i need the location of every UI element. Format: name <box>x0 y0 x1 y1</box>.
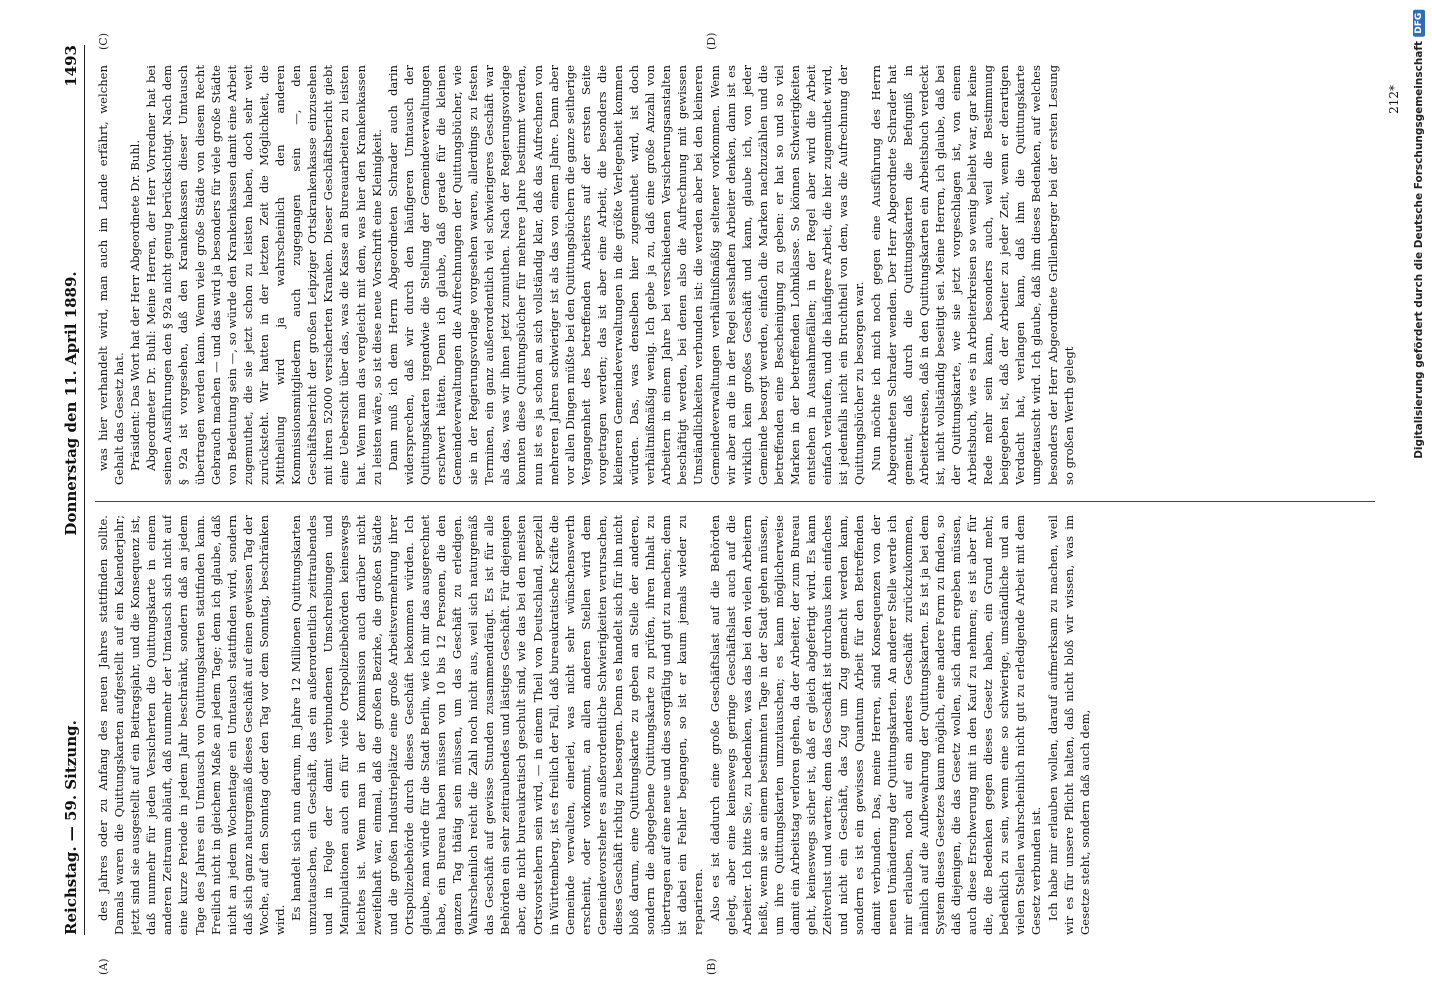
right-paragraph: was hier verhandelt wird, man auch im Lande erfährt, welchen Gehalt das Gesetz hat. <box>96 65 127 485</box>
left-paragraph: des Jahres oder zu Anfang des neuen Jahres stattfinden sollte. Damals waren die Quittungskarten aufgestellt auf ein Kalenderjahr; jetzt sind sie ausgestellt auf ein Beitragsjahr, und die Konsequenz ist, daß nunmehr für jeden Versicherten die Quittungskarte in einem anderen Zeitraum abläuft, daß nunmehr der Umtausch sich nicht auf eine kurze Periode in jedem Jahr beschränkt, sondern daß an jedem Tage des Jahres ein Umtausch von Quittungskarten stattfinden kann. Freilich nicht in gleichem Maße an jedem Tage; denn ich glaube, daß nicht an jedem Wochentage ein Umtausch stattfinden wird, sondern daß sich ganz naturgemäß dieses Geschäft auf einen gewissen Tag der Woche, auf den Sonntag oder den Tag vor dem Sonntag, beschränken wird. <box>96 515 288 935</box>
newspaper-page <box>5 5 1415 995</box>
right-paragraph: Präsident: Das Wort hat der Herr Abgeordnete Dr. Buhl. <box>128 139 143 471</box>
left-column <box>95 515 1375 935</box>
left-paragraph: Also es ist dadurch eine große Geschäftslast auf die Behörden gelegt, aber eine keineswegs geringe Geschäftslast auch auf die Arbeiter. Ich bitte Sie, zu bedenken, was das bei den vielen Arbeitern heißt, wenn sie an einem bestimmten Tage in der Stadt gehen müssen, um ihre Quittungskarten umzutauschen; es kann möglicherweise damit ein Arbeitstag verloren gehen, da der Arbeiter, der zum Bureau geht, keineswegs sicher ist, daß er gleich abgefertigt wird. Es kann Zeitverlust und warten; denn das Geschäft ist durchaus kein einfaches und nicht ein Geschäft, das Zug um Zug gemacht werden kann, sondern es ist ein gewisses Quantum Arbeit für den Betreffenden damit verbunden. Das, meine Herren, sind Konsequenzen von der neuen Umänderung der Quittungskarten. An anderer Stelle werde ich mir erlauben, noch auf ein anderes Geschäft zurückzukommen, nämlich auf die Aufbewahrung der Quittungskarten. Es ist ja bei dem System dieses Gesetzes kaum möglich, eine andere Form zu finden, so daß diejenigen, die das Gesetz wollen, sich darin ergeben müssen, auch diese Erschwerung mit in den Kauf zu nehmen; es ist aber für die, die Bedenken gegen dieses Gesetz haben, ein Grund mehr, bedenklich zu sein, wenn eine so schwierige, umständliche und an vielen Stellen wahrscheinlich nicht gut zu erledigende Arbeit mit dem Gesetz verbunden ist. <box>707 515 1044 935</box>
right-paragraph: Abgeordneter Dr. Buhl: Meine Herren, der Herr Vorredner hat bei seinen Ausführungen den § 92a nicht genug berücksichtigt. Nach dem § 92a ist vorgesehen, daß den Krankenkassen dieser Umtausch übertragen werden kann. Wenn viele große Städte von diesem Recht Gebrauch machen — und das wird ja besonders für viele große Städte von Bedeutung sein —, so würde den Krankenkassen damit eine Arbeit zugemuthet, die sie jetzt schon zu leisten haben, doch sehr weit zurücksteht. Wir hatten in der letzten Zeit die Möglichkeit, die Mittheilung wird ja wahrscheinlich den anderen Kommissionsmitgliedern auch zugegangen sein —, den Geschäftsbericht der großen Leipziger Ortskrankenkasse einzusehen mit ihren 52000 versicherten Kranken. Dieser Geschäftsbericht giebt eine Uebersicht über das, was die Kasse an Bureauarbeiten zu leisten hat. Wenn man das vergleicht mit dem, was hier den Krankenkassen zu leisten wäre, so ist diese neue Vorschrift eine Kleinigkeit. <box>144 65 384 485</box>
dfg-sidebar <box>1408 10 1430 990</box>
margin-marker-a: (A) <box>97 958 110 975</box>
margin-marker-b: (B) <box>705 958 718 975</box>
right-paragraph: Dann muß ich dem Herrn Abgeordneten Schrader auch darin widersprechen, daß wir durch den häufigeren Umtausch der Quittungskarten irgendwie die Stellung der Gemeindeverwaltungen erschwert hätten. Denn ich glaube, daß gerade für die kleinen Gemeindeverwaltungen die Aufrechnungen der Quittungsbücher, wie sie in der Regierungsvorlage vorgesehen waren, allerdings zu festen Terminen, ein ganz außerordentlich viel schwierigeres Geschäft war als das, was wir ihnen jetzt zumuthen. Nach der Regierungsvorlage konnten diese Quittungsbücher für mehrere Jahre bestimmt werden, nun ist es ja schon an sich vollständig klar, daß das Aufrechnen von mehreren Jahren schwieriger ist als das von einem Jahre. Dann aber vor allen Dingen müßte bei den Quittungsbüchern die ganze seitherige Vergangenheit des betreffenden Arbeiters auf der ersten Seite vorgetragen werden; das ist aber eine Arbeit, die besonders die kleineren Gemeindeverwaltungen in die größte Verlegenheit kommen würden. Das, was denselben hier zugemuthet wird, ist doch verhältnißmäßig wenig. Ich gebe ja zu, daß eine große Anzahl von Arbeitern in einem Jahre bei verschiedenen Versicherungsanstalten beschäftigt werden, bei denen also die Aufrechnung mit gewissen Umständlichkeiten verbunden ist: die werden aber bei den kleineren Gemeindeverwaltungen verhältnißmäßig seltener vorkommen. Wenn wir aber an die in der Regel sesshaften Arbeiter denken, dann ist es wirklich kein großes Geschäft und kann, glaube ich, von jeder Gemeinde besorgt werden, einfach die Marken nachzuzählen und die betreffenden eine Bescheinigung zu geben: er hat so und so viel Marken in der betreffenden Lohnklasse. So können Schwierigkeiten entstehen in Ausnahmefällen; in der Regel aber wird die Arbeit einfach verlaufen, und die häufigere Arbeit, die hier zugemuthet wird, ist jedenfalls nicht ein Bruchtheil von dem, was die Aufrechnung der Quittungsbücher zu besorgen war. <box>385 65 867 485</box>
column-divider <box>95 501 1375 502</box>
header-left: Reichstag. — 59. Sitzung. <box>62 720 80 935</box>
page-header <box>45 45 85 935</box>
margin-marker-d: (D) <box>705 32 718 50</box>
margin-marker-c: (C) <box>97 33 110 50</box>
left-paragraph: Ich habe mir erlauben wollen, darauf aufmerksam zu machen, weil wir es für unsere Pflicht halten, daß nicht bloß wir wissen, was im Gesetze steht, sondern daß auch dem, <box>1045 515 1092 935</box>
left-paragraph: Es handelt sich nun darum, im Jahre 12 Millionen Quittungskarten umzutauschen, ein Geschäft, das ein außerordentlich zeitraubendes und in Folge der damit verbundenen Umschreibungen und Manipulationen auch ein für viele Ortspolizeibehörden keineswegs leichtes ist. Wenn man in der Kommission auch darüber nicht zweifelhaft war, einmal, daß die großen Bezirke, die großen Städte und die großen Industrieplätze eine große Arbeitsvermehrung ihrer Ortspolizeibehörde durch dieses Geschäft bekommen würden. Ich glaube, man würde für die Stadt Berlin, wie ich mir das ausgerechnet habe, ein Bureau haben müssen von 10 bis 12 Personen, die den ganzen Tag thätig sein müssen, um das Geschäft zu erledigen. Wahrscheinlich reicht die Zahl noch nicht aus, weil sich naturgemäß das Geschäft auf gewisse Stunden zusammendrängt. Es ist für alle Behörden ein sehr zeitraubendes und lästiges Geschäft. Für diejenigen aber, die nicht bureaukratisch geschult sind, wie das bei den meisten Ortsvorstehern sein wird, — in einem Theil von Deutschland, speziell in Württemberg, ist es freilich der Fall, daß bureaukratische Kräfte die Gemeinde verwalten, einerlei, was nicht sehr wünschenswerth erscheint, oder vorkommt, an allen anderen Stellen wird dem Gemeindevorsteher es außerordentliche Schwierigkeiten verursachen, dieses Geschäft richtig zu besorgen. Denn es handelt sich für ihn nicht bloß darum, eine Quittungskarte zu geben an Stelle der anderen, sondern die abgegebene Quittungskarte zu prüfen, ihren Inhalt zu übertragen auf eine neue und dies sorgfältig und gut zu machen; denn ist dabei ein Fehler begangen, so ist er kaum jemals wieder zu reparieren. <box>289 515 706 935</box>
dfg-logo: DFG <box>1413 10 1425 37</box>
right-column <box>95 65 1375 485</box>
header-page-number: 1493 <box>62 45 80 87</box>
header-date: Donnerstag den 11. April 1889. <box>62 271 80 536</box>
right-paragraph: Nun möchte ich mich noch gegen eine Ausführung des Herrn Abgeordneten Schrader wenden. Der Herr Abgeordnete Schrader hat gemeint, daß durch die Quittungskarten die Befugniß in Arbeiterkreisen, daß in den Quittungskarten ein Arbeitsbuch verdeckt ist, nicht vollständig beseitigt sei. Meine Herren, ich glaube, daß bei der Quittungskarte, wie sie jetzt vorgeschlagen ist, von einem Arbeitsbuch, wie es in Arbeiterkreisen so wenig beliebt war, gar keine Rede mehr sein kann, besonders auch, weil die Bestimmung beigegeben ist, daß der Arbeiter zu jeder Zeit, wenn er derartigen Verdacht hat, verlangen kann, daß ihm die Quittungskarte umgetauscht wird. Ich glaube, daß ihm dieses Bedenken, auf welches besonders der Herr Abgeordnete Grillenberger bei der ersten Lesung so großen Werth gelegt <box>868 65 1076 485</box>
dfg-notice: Digitalisierung gefördert durch die Deutsche Forschungsgemeinschaft <box>1413 41 1425 459</box>
footer-sheet-number: 212* <box>1387 85 1401 114</box>
